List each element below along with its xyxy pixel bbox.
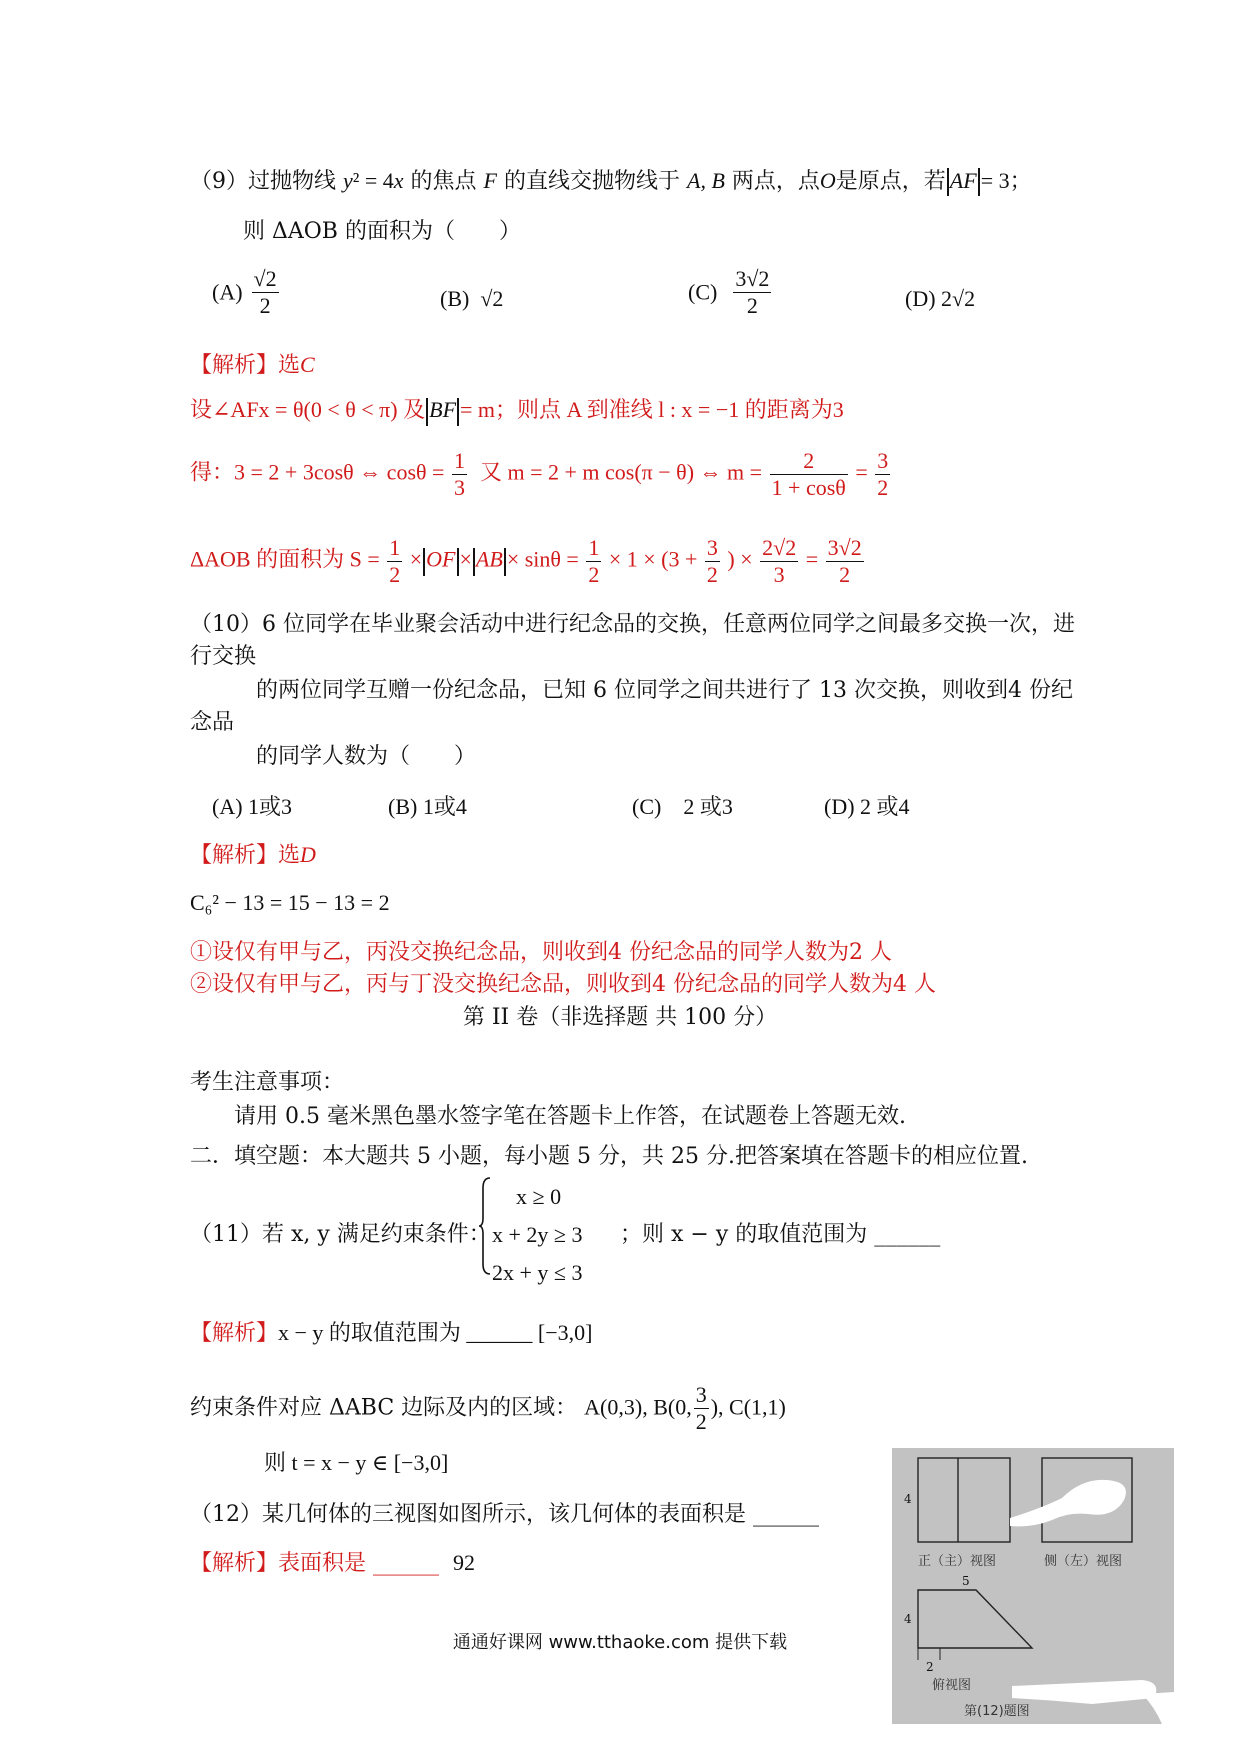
q10-line2: 行交换 — [190, 644, 257, 669]
q10-solution-head: 【解析】选D — [190, 842, 316, 868]
figure-caption: 第(12)题图 — [964, 1704, 1030, 1719]
q11-constraint-1: x ≥ 0 — [516, 1184, 562, 1209]
dim-4-top: 4 — [904, 1612, 912, 1626]
footer-watermark: 通通好课网 www.tthaoke.com 提供下载 — [452, 1632, 788, 1653]
notice-body: 请用 0.5 毫米黑色墨水签字笔在答题卡上作答，在试题卷上答题无效. — [234, 1104, 906, 1129]
q10-line3: 的两位同学互赠一份纪念品，已知 6 位同学之间共进行了 13 次交换，则收到4 份纪 — [256, 678, 1073, 703]
label-front-view: 正（主）视图 — [918, 1554, 997, 1569]
q10-option-b: (B) 1或4 — [388, 794, 467, 819]
q10-line5: 的同学人数为（ ） — [256, 744, 477, 769]
q9-solution-line1: 设∠AFx = θ(0 < θ < π) 及 BF = m；则点 A 到准线 l : x = −1 的距离为3 — [190, 395, 844, 426]
three-view-figure — [892, 1448, 1174, 1724]
q12-solution: 【解析】表面积是 ______ 92 — [190, 1550, 476, 1576]
q9-stem: （9）过抛物线 y² = 4x 的焦点 F 的直线交抛物线于 A, B 两点，点O是原点，若 AF = 3； — [190, 168, 1032, 194]
section-heading: 二．填空题：本大题共 5 小题，每小题 5 分，共 25 分.把答案填在答题卡的相应位置. — [190, 1144, 1028, 1169]
q11-constraint-3: 2x + y ≤ 3 — [492, 1260, 583, 1285]
q9-option-d: (D) 2√2 — [905, 286, 976, 311]
label-top-view: 俯视图 — [932, 1678, 972, 1693]
q12-stem: （12）某几何体的三视图如图所示，该几何体的表面积是 ______ — [190, 1502, 819, 1527]
q9-option-a: (A) $\frac{√2}{2}$ — [212, 266, 277, 318]
q10-case2: ②设仅有甲与乙，丙与丁没交换纪念品，则收到4 份纪念品的同学人数为4 人 — [190, 972, 936, 997]
dim-5: 5 — [962, 1574, 970, 1588]
q9-option-c: (C) $\frac{3√2}{2}$ — [688, 266, 770, 318]
q10-case1: ①设仅有甲与乙，丙没交换纪念品，则收到4 份纪念品的同学人数为2 人 — [190, 940, 892, 965]
label-side-view: 侧（左）视图 — [1044, 1554, 1123, 1569]
dim-2: 2 — [926, 1660, 934, 1674]
part2-title: 第 II 卷（非选择题 共 100 分） — [462, 1005, 778, 1030]
q10-line1: （10）6 位同学在毕业聚会活动中进行纪念品的交换，任意两位同学之间最多交换一次，进 — [190, 612, 1075, 637]
q10-option-a: (A) 1或3 — [212, 794, 293, 819]
q9-question: 则 ΔAOB 的面积为（ ） — [243, 219, 521, 244]
q9-solution-head: 【解析】选C — [190, 352, 315, 378]
q11-stem: （11）若 x, y 满足约束条件： — [190, 1222, 491, 1247]
q10-line4: 念品 — [190, 710, 235, 735]
q11-solution: 【解析】x − y 的取值范围为 ______ [−3,0] — [190, 1320, 593, 1346]
q9-solution-line2: 得：3 = 2 + 3cosθ ⇔ cosθ = $\frac{1}{3}$ 又 m = 2 + m cos(π − θ) ⇔ m = $\frac{2}{1 + \cos\theta}$ = $\frac{3}{2}$ — [190, 448, 889, 500]
q11-brace — [478, 1176, 492, 1276]
q11-constraint-2: x + 2y ≥ 3 — [492, 1222, 583, 1247]
q11-tail: ；则 x − y 的取值范围为 ______ — [620, 1222, 941, 1247]
q10-option-c: (C) 2 或3 — [632, 794, 733, 819]
q10-option-d: (D) 2 或4 — [824, 794, 910, 819]
dim-4-front: 4 — [904, 1492, 912, 1506]
q11-region: 约束条件对应 ΔABC 边际及内的区域： A(0,3), B(0, $\frac{3}{2}$ ), C(1,1) — [190, 1382, 786, 1434]
q9-option-b: (B) √2 — [440, 286, 504, 311]
q10-combination: C₆² − 13 = 15 − 13 = 2 — [190, 890, 390, 915]
q9-solution-line3: ΔAOB 的面积为 S = $\frac{1}{2}$ × OF × AB × sinθ = $\frac{1}{2}$ × 1 × (3 + $\frac{3}{2}$ ) × $\frac{2√2}{3}$ = $\frac{3√2}{2}$ — [190, 535, 862, 587]
q11-result: 则 t = x − y ∈ [−3,0] — [264, 1450, 449, 1475]
notice-heading: 考生注意事项： — [190, 1070, 345, 1095]
